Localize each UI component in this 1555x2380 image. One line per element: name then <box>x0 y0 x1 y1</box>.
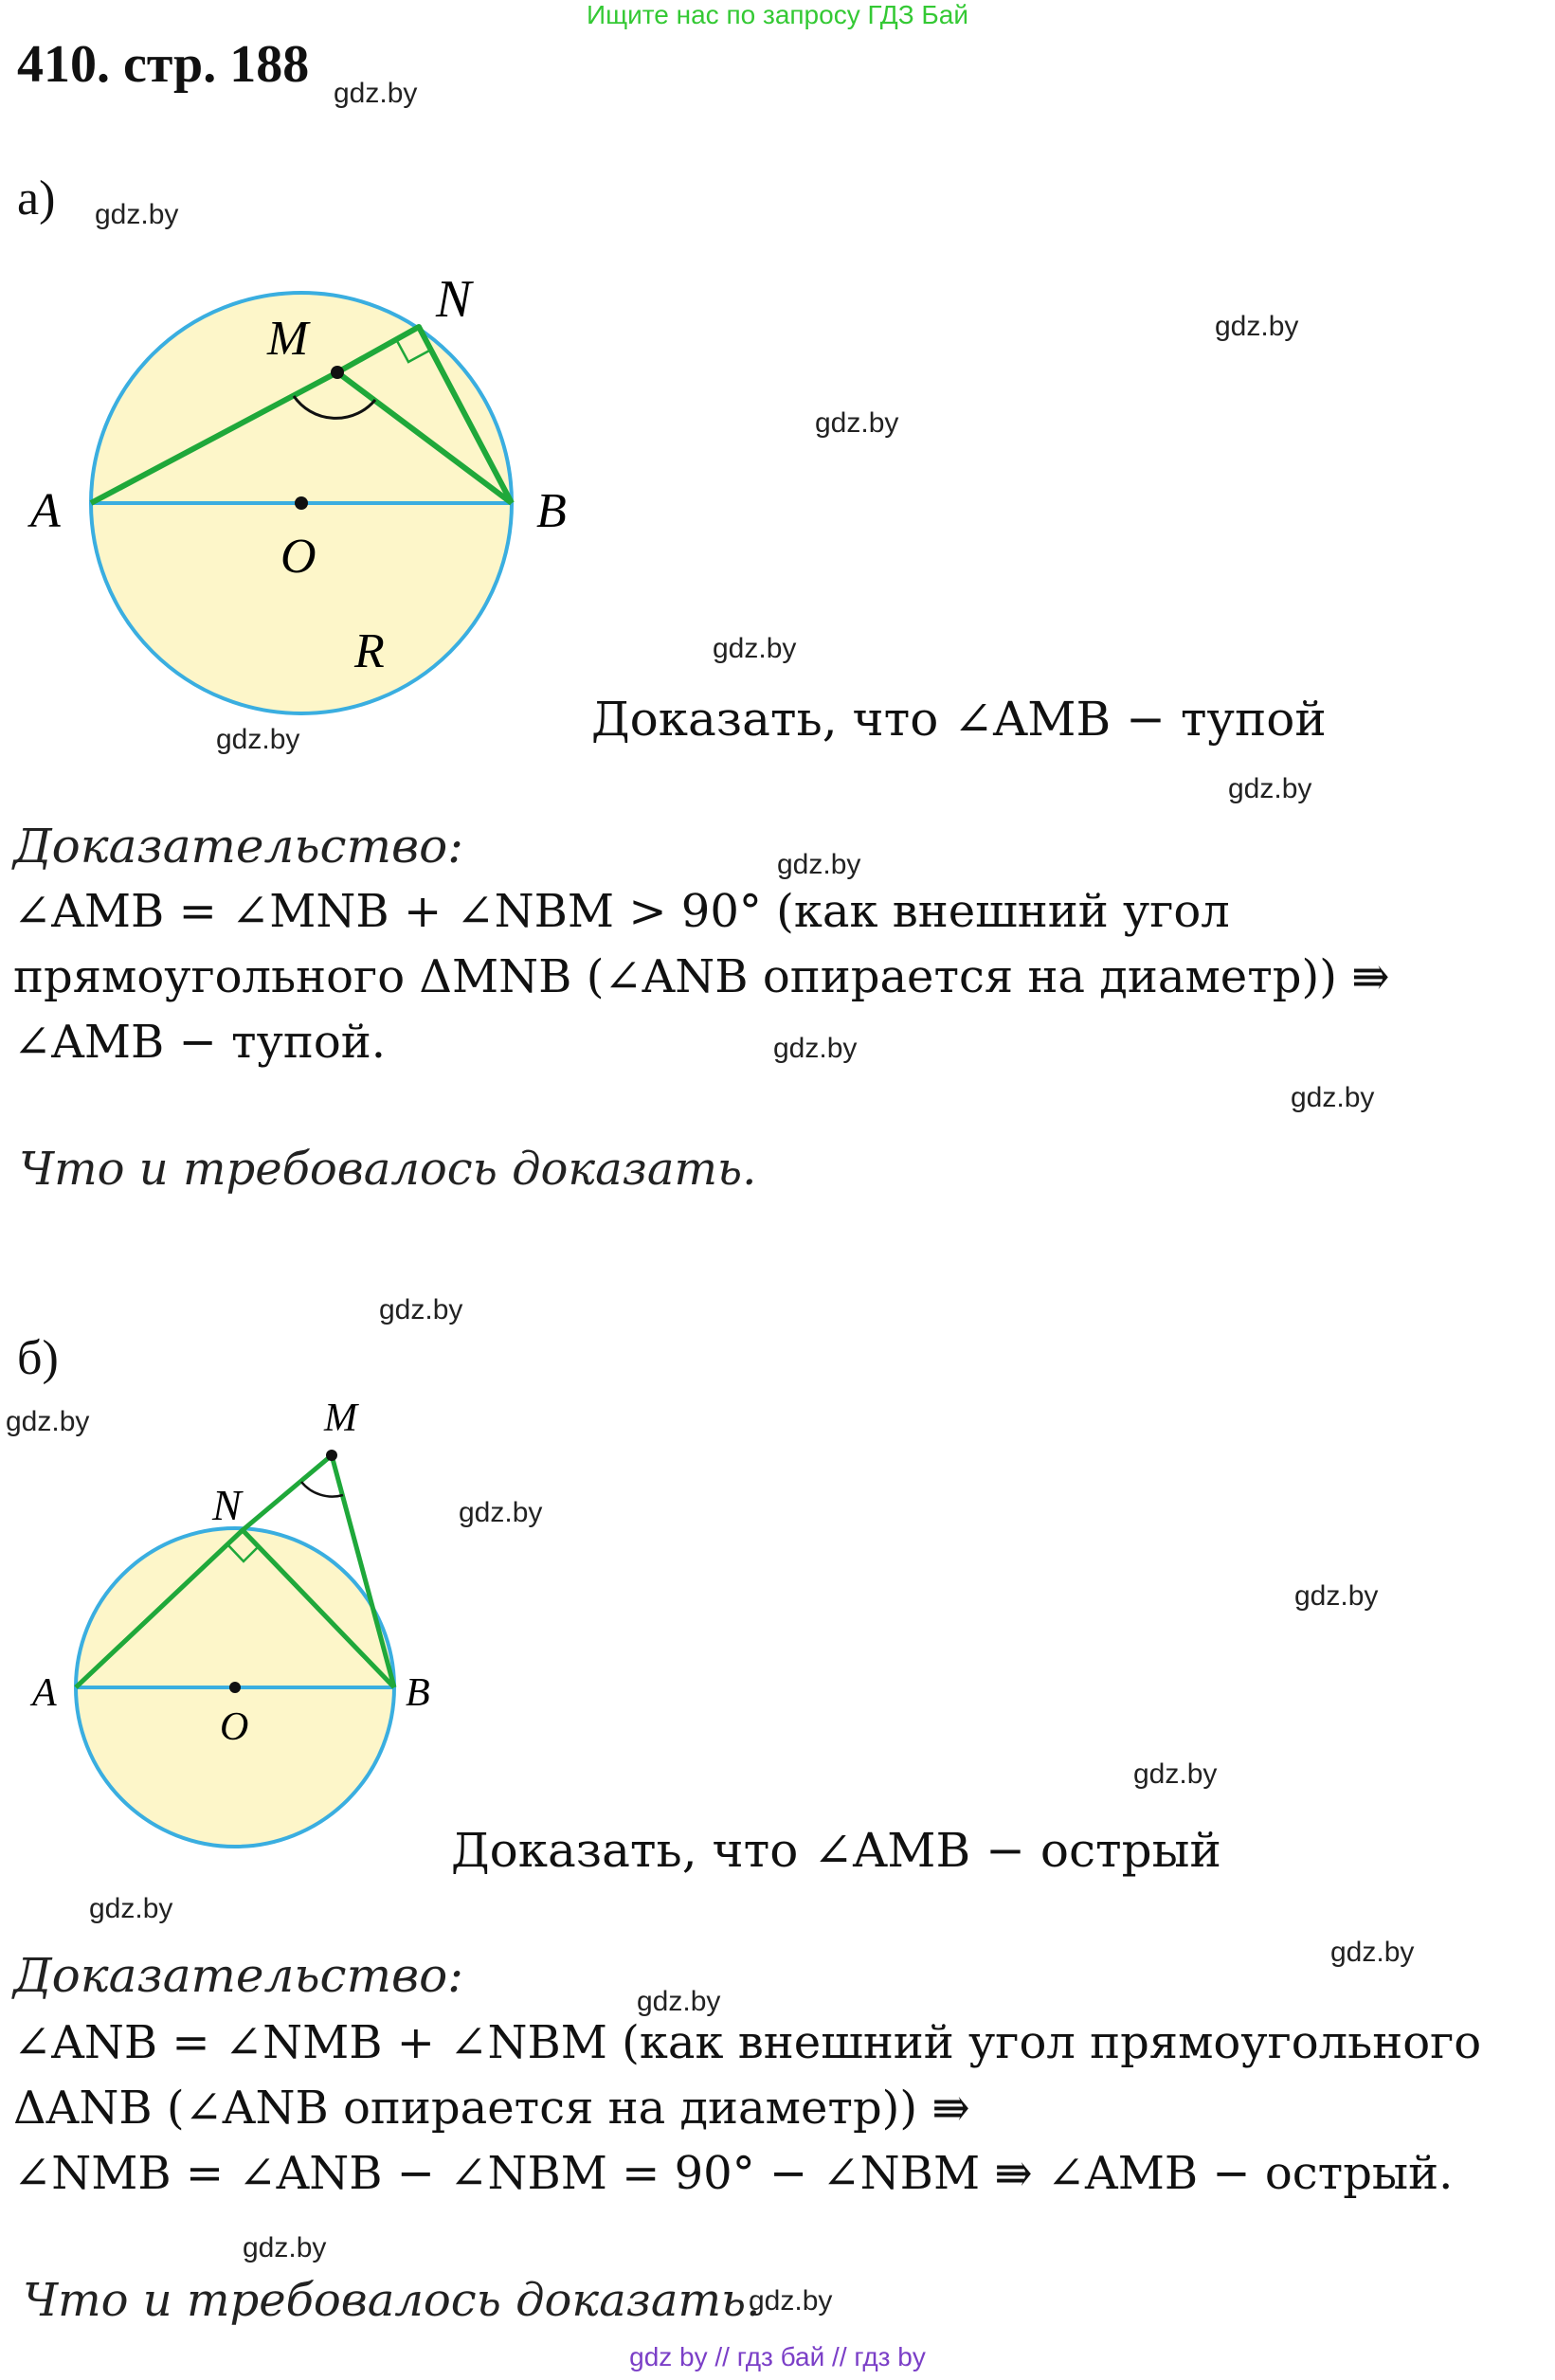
label-b: B <box>406 1671 430 1715</box>
part-a-label: а) <box>17 171 56 225</box>
proof-line-a-3: ∠AMB − тупой. <box>13 1016 386 1069</box>
figure-a-diagram <box>0 265 625 758</box>
label-o: O <box>220 1705 249 1749</box>
label-r: R <box>354 624 385 678</box>
page-title: 410. стр. 188 <box>17 35 310 94</box>
angle-arc-m <box>301 1482 343 1497</box>
watermark: gdz.by <box>773 1033 858 1064</box>
proof-line-b-3: ∠NMB = ∠ANB − ∠NBM = 90° − ∠NBM ⇛ ∠AMB − острый. <box>13 2147 1454 2200</box>
watermark: gdz.by <box>637 1986 721 2017</box>
watermark: gdz.by <box>216 724 300 755</box>
label-o: O <box>280 530 316 584</box>
watermark: gdz.by <box>1291 1082 1375 1113</box>
label-m: M <box>267 312 309 366</box>
part-b-label: б) <box>17 1331 59 1385</box>
watermark: gdz.by <box>334 78 418 109</box>
watermark: gdz.by <box>1215 311 1299 342</box>
point-m <box>326 1450 337 1461</box>
point-o <box>295 496 308 510</box>
watermark: gdz.by <box>89 1893 173 1924</box>
label-m: M <box>324 1397 357 1440</box>
proof-heading-a: Доказательство: <box>13 819 464 874</box>
watermark: gdz.by <box>1133 1758 1218 1790</box>
footer-links: gdz by // гдз бай // гдз by <box>629 2342 926 2371</box>
label-n: N <box>436 270 472 329</box>
proof-line-b-1: ∠ANB = ∠NMB + ∠NBM (как внешний угол прямоугольного <box>13 2016 1482 2069</box>
watermark: gdz.by <box>777 849 861 880</box>
top-banner: Ищите нас по запросу ГДЗ Бай <box>586 0 969 29</box>
label-n: N <box>212 1481 242 1529</box>
watermark: gdz.by <box>459 1497 543 1528</box>
watermark: gdz.by <box>1228 773 1312 804</box>
goal-a: Доказать, что ∠AMB − тупой <box>591 692 1327 747</box>
proof-line-a-1: ∠AMB = ∠MNB + ∠NBM > 90° (как внешний угол <box>13 885 1230 938</box>
label-a: A <box>32 1671 57 1715</box>
qed-b: Что и требовалось доказать. <box>23 2274 761 2327</box>
watermark: gdz.by <box>243 2232 327 2263</box>
proof-line-b-2: ΔANB (∠ANB опирается на диаметр)) ⇛ <box>13 2082 970 2135</box>
watermark: gdz.by <box>6 1406 90 1437</box>
label-b: B <box>536 484 567 538</box>
watermark: gdz.by <box>815 407 899 439</box>
qed-a: Что и требовалось доказать. <box>19 1143 757 1196</box>
watermark: gdz.by <box>1294 1580 1379 1612</box>
proof-line-a-2: прямоугольного ΔMNB (∠ANB опирается на диаметр)) ⇛ <box>13 950 1390 1003</box>
watermark: gdz.by <box>713 633 797 664</box>
watermark: gdz.by <box>1330 1937 1415 1968</box>
watermark: gdz.by <box>379 1294 463 1325</box>
proof-heading-b: Доказательство: <box>13 1948 464 2003</box>
point-m <box>331 366 344 379</box>
segment-nm <box>243 1455 332 1530</box>
label-a: A <box>30 484 61 538</box>
figure-b-diagram <box>0 1383 493 1876</box>
watermark: gdz.by <box>95 199 179 230</box>
point-o <box>229 1682 241 1693</box>
goal-b: Доказать, что ∠AMB − острый <box>451 1823 1221 1878</box>
watermark: gdz.by <box>749 2285 833 2317</box>
